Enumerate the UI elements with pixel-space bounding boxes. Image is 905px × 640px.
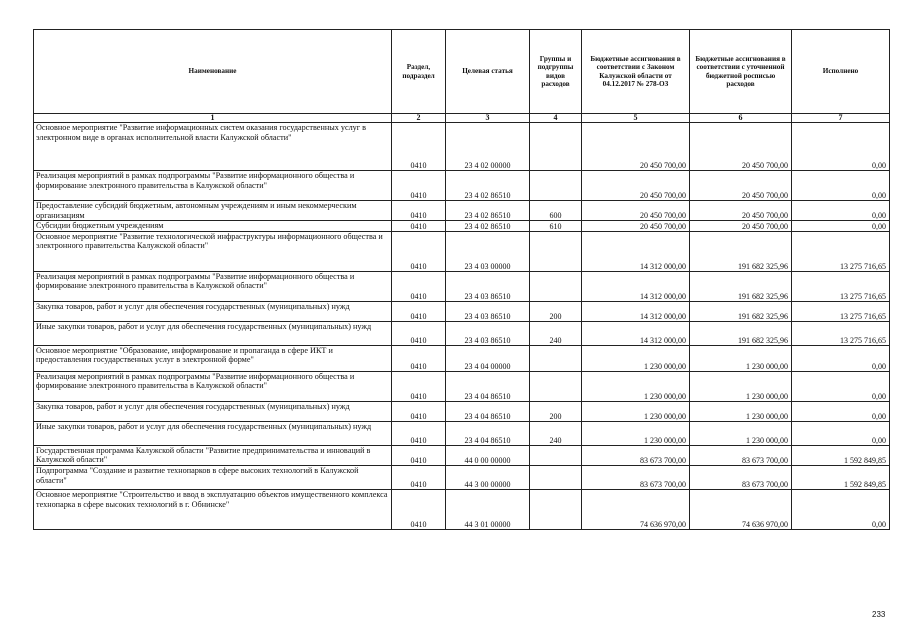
row-section: 0410: [392, 271, 446, 301]
row-target-article: 23 4 04 86510: [446, 421, 530, 445]
row-expense-group: [530, 231, 582, 271]
header-name: Наименование: [34, 30, 392, 114]
row-law-allocation: 14 312 000,00: [582, 321, 690, 345]
row-expense-group: 200: [530, 301, 582, 321]
row-executed: 0,00: [792, 171, 890, 201]
row-name: Иные закупки товаров, работ и услуг для обеспечения государственных (муниципальных) нужд: [34, 321, 392, 345]
table-row: [34, 321, 890, 345]
row-name: Субсидии бюджетным учреждениям: [34, 221, 392, 232]
row-revised-allocation: 1 230 000,00: [690, 401, 792, 421]
row-expense-group: 200: [530, 401, 582, 421]
row-revised-allocation: 20 450 700,00: [690, 171, 792, 201]
row-target-article: 23 4 03 86510: [446, 321, 530, 345]
table-row: [34, 301, 890, 321]
column-number: 1: [34, 114, 392, 123]
table-row: [34, 421, 890, 445]
row-section: 0410: [392, 123, 446, 171]
row-name: Подпрограмма "Создание и развитие технопарков в сфере высоких технологий в Калужской области": [34, 465, 392, 489]
row-section: 0410: [392, 171, 446, 201]
row-section: 0410: [392, 445, 446, 465]
table-row: [34, 221, 890, 232]
row-name: Реализация мероприятий в рамках подпрограммы "Развитие информационного общества и формирование электронного правительства в Калужской области": [34, 171, 392, 201]
row-expense-group: 610: [530, 221, 582, 232]
row-expense-group: [530, 465, 582, 489]
row-executed: 0,00: [792, 201, 890, 221]
column-number: 6: [690, 114, 792, 123]
table-row: [34, 465, 890, 489]
row-executed: 13 275 716,65: [792, 301, 890, 321]
row-section: 0410: [392, 321, 446, 345]
row-target-article: 44 0 00 00000: [446, 445, 530, 465]
row-revised-allocation: 191 682 325,96: [690, 301, 792, 321]
header-section: Раздел, подраздел: [392, 30, 446, 114]
row-law-allocation: 1 230 000,00: [582, 401, 690, 421]
row-law-allocation: 1 230 000,00: [582, 345, 690, 371]
row-target-article: 23 4 04 00000: [446, 345, 530, 371]
column-number: 4: [530, 114, 582, 123]
row-executed: 13 275 716,65: [792, 271, 890, 301]
row-section: 0410: [392, 221, 446, 232]
row-expense-group: 240: [530, 421, 582, 445]
row-law-allocation: 1 230 000,00: [582, 371, 690, 401]
row-name: Основное мероприятие "Развитие технологической инфраструктуры информационного общества и электронного правительства Калужской области": [34, 231, 392, 271]
row-law-allocation: 20 450 700,00: [582, 171, 690, 201]
row-expense-group: 240: [530, 321, 582, 345]
row-section: 0410: [392, 201, 446, 221]
row-target-article: 44 3 01 00000: [446, 489, 530, 529]
row-revised-allocation: 1 230 000,00: [690, 421, 792, 445]
row-expense-group: [530, 171, 582, 201]
row-name: Реализация мероприятий в рамках подпрограммы "Развитие информационного общества и формирование электронного правительства в Калужской области": [34, 371, 392, 401]
row-revised-allocation: 191 682 325,96: [690, 231, 792, 271]
row-target-article: 23 4 04 86510: [446, 371, 530, 401]
row-section: 0410: [392, 489, 446, 529]
row-law-allocation: 14 312 000,00: [582, 231, 690, 271]
row-name: Иные закупки товаров, работ и услуг для обеспечения государственных (муниципальных) нужд: [34, 421, 392, 445]
table-body: [34, 123, 890, 530]
table-row: [34, 345, 890, 371]
row-law-allocation: 14 312 000,00: [582, 301, 690, 321]
row-law-allocation: 14 312 000,00: [582, 271, 690, 301]
table-row: [34, 401, 890, 421]
row-expense-group: [530, 445, 582, 465]
header-law-allocations: Бюджетные ассигнования в соответствии с Законом Калужской области от 04.12.2017 № 278-ОЗ: [582, 30, 690, 114]
row-executed: 0,00: [792, 401, 890, 421]
table-row: [34, 231, 890, 271]
row-name: Реализация мероприятий в рамках подпрограммы "Развитие информационного общества и формирование электронного правительства в Калужской области": [34, 271, 392, 301]
row-section: 0410: [392, 301, 446, 321]
row-expense-group: [530, 371, 582, 401]
row-section: 0410: [392, 231, 446, 271]
row-section: 0410: [392, 421, 446, 445]
row-section: 0410: [392, 345, 446, 371]
row-section: 0410: [392, 465, 446, 489]
row-executed: 1 592 849,85: [792, 445, 890, 465]
row-revised-allocation: 1 230 000,00: [690, 371, 792, 401]
row-target-article: 23 4 02 86510: [446, 201, 530, 221]
column-number: 5: [582, 114, 690, 123]
row-section: 0410: [392, 371, 446, 401]
row-target-article: 23 4 03 00000: [446, 231, 530, 271]
row-executed: 0,00: [792, 345, 890, 371]
row-executed: 13 275 716,65: [792, 321, 890, 345]
column-number: 7: [792, 114, 890, 123]
table-row: [34, 123, 890, 171]
row-name: Основное мероприятие "Развитие информационных систем оказания государственных услуг в электронном виде в органах исполнительной власти Калужской области": [34, 123, 392, 171]
header-executed: Исполнено: [792, 30, 890, 114]
row-revised-allocation: 20 450 700,00: [690, 201, 792, 221]
page-number: 233: [872, 610, 886, 619]
row-revised-allocation: 191 682 325,96: [690, 271, 792, 301]
row-target-article: 23 4 02 86510: [446, 221, 530, 232]
row-executed: 0,00: [792, 489, 890, 529]
column-number: 3: [446, 114, 530, 123]
row-name: Предоставление субсидий бюджетным, автономным учреждениям и иным некоммерческим организациям: [34, 201, 392, 221]
row-name: Основное мероприятие "Образование, информирование и пропаганда в сфере ИКТ и предоставления государственных услуг в электронной форме": [34, 345, 392, 371]
row-target-article: 23 4 02 00000: [446, 123, 530, 171]
row-section: 0410: [392, 401, 446, 421]
row-name: Государственная программа Калужской области "Развитие предпринимательства и инноваций в Калужской области": [34, 445, 392, 465]
table-row: [34, 271, 890, 301]
header-revised-allocations: Бюджетные ассигнования в соответствии с уточненной бюджетной росписью расходов: [690, 30, 792, 114]
table-row: [34, 171, 890, 201]
row-executed: 0,00: [792, 371, 890, 401]
row-revised-allocation: 20 450 700,00: [690, 123, 792, 171]
row-expense-group: [530, 489, 582, 529]
row-target-article: 23 4 03 86510: [446, 301, 530, 321]
row-target-article: 23 4 03 86510: [446, 271, 530, 301]
budget-table-page: [33, 29, 889, 530]
row-executed: 0,00: [792, 123, 890, 171]
row-law-allocation: 1 230 000,00: [582, 421, 690, 445]
row-law-allocation: 20 450 700,00: [582, 221, 690, 232]
row-law-allocation: 20 450 700,00: [582, 123, 690, 171]
row-law-allocation: 83 673 700,00: [582, 465, 690, 489]
row-revised-allocation: 20 450 700,00: [690, 221, 792, 232]
row-revised-allocation: 83 673 700,00: [690, 465, 792, 489]
row-executed: 0,00: [792, 421, 890, 445]
row-executed: 0,00: [792, 221, 890, 232]
row-expense-group: [530, 345, 582, 371]
row-name: Закупка товаров, работ и услуг для обеспечения государственных (муниципальных) нужд: [34, 401, 392, 421]
row-revised-allocation: 191 682 325,96: [690, 321, 792, 345]
table-row: [34, 489, 890, 529]
row-name: Закупка товаров, работ и услуг для обеспечения государственных (муниципальных) нужд: [34, 301, 392, 321]
row-law-allocation: 83 673 700,00: [582, 445, 690, 465]
row-target-article: 23 4 04 86510: [446, 401, 530, 421]
row-revised-allocation: 74 636 970,00: [690, 489, 792, 529]
row-name: Основное мероприятие "Строительство и ввод в эксплуатацию объектов имущественного комплекса технопарка в сфере высоких технологий в г. Обнинске": [34, 489, 392, 529]
row-executed: 1 592 849,85: [792, 465, 890, 489]
header-groups: Группы и подгруппы видов расходов: [530, 30, 582, 114]
row-expense-group: 600: [530, 201, 582, 221]
row-expense-group: [530, 271, 582, 301]
budget-table: [33, 29, 890, 530]
row-revised-allocation: 1 230 000,00: [690, 345, 792, 371]
table-row: [34, 371, 890, 401]
row-expense-group: [530, 123, 582, 171]
table-row: [34, 201, 890, 221]
row-target-article: 23 4 02 86510: [446, 171, 530, 201]
row-law-allocation: 20 450 700,00: [582, 201, 690, 221]
column-number: 2: [392, 114, 446, 123]
table-row: [34, 445, 890, 465]
header-target: Целевая статья: [446, 30, 530, 114]
row-executed: 13 275 716,65: [792, 231, 890, 271]
row-revised-allocation: 83 673 700,00: [690, 445, 792, 465]
row-target-article: 44 3 00 00000: [446, 465, 530, 489]
row-law-allocation: 74 636 970,00: [582, 489, 690, 529]
